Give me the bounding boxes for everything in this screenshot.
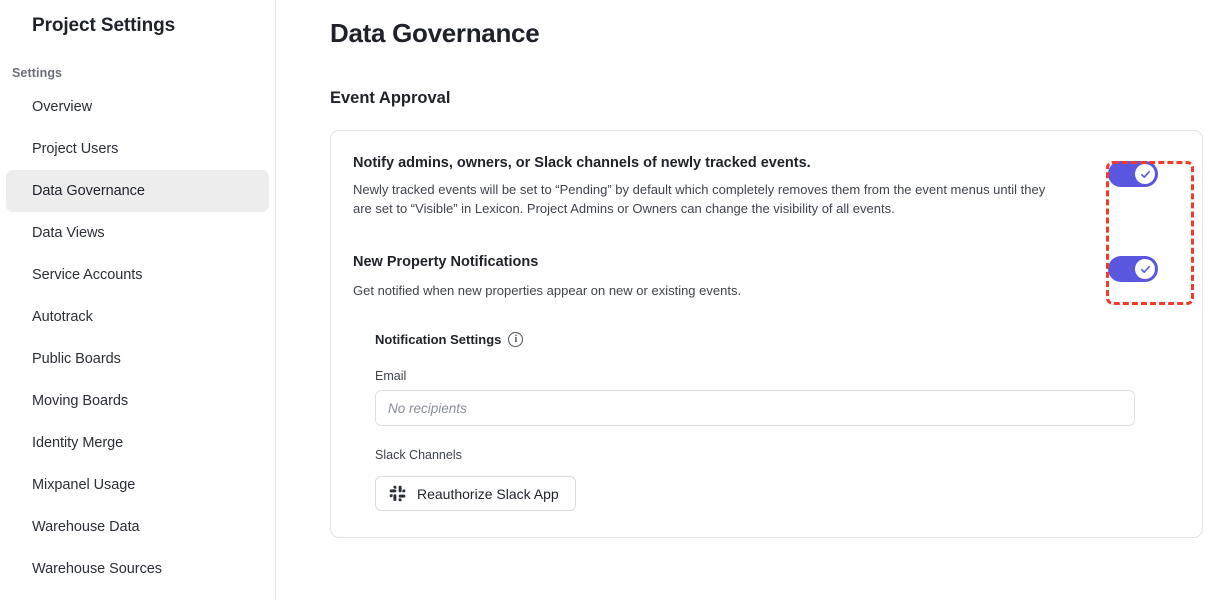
page-title: Data Governance bbox=[330, 18, 540, 48]
setting-description: Newly tracked events will be set to “Pending” by default which completely removes them from the event menus until they are set to “Visible” in Lexicon. Project Admins or Owners can change the visibility of all events. bbox=[353, 182, 1046, 216]
main-content bbox=[276, 0, 1217, 600]
sidebar-item-label: Project Users bbox=[32, 141, 119, 157]
sidebar-item-project-users[interactable] bbox=[6, 128, 269, 170]
sidebar-item-data-views[interactable] bbox=[6, 212, 269, 254]
sidebar-item-label: Moving Boards bbox=[32, 393, 129, 409]
sidebar-section-label: Settings bbox=[12, 66, 63, 80]
toggle-knob bbox=[1135, 259, 1155, 279]
sidebar-item-warehouse-data[interactable] bbox=[6, 506, 269, 548]
notification-settings-heading bbox=[375, 332, 1180, 347]
sidebar-item-label: Public Boards bbox=[32, 351, 121, 367]
setting-title: Notify admins, owners, or Slack channels of newly tracked events. bbox=[353, 155, 811, 171]
sidebar-item-label: Service Accounts bbox=[32, 267, 143, 283]
sidebar-item-service-accounts[interactable] bbox=[6, 254, 269, 296]
sidebar-item-label: Data Views bbox=[32, 225, 105, 241]
slack-icon bbox=[389, 485, 406, 502]
sidebar-item-label: Mixpanel Usage bbox=[32, 477, 136, 493]
sidebar-item-label: Overview bbox=[32, 99, 93, 115]
sidebar-nav bbox=[0, 86, 275, 590]
setting-description: Get notified when new properties appear on new or existing events. bbox=[353, 283, 742, 298]
sidebar-item-data-governance[interactable] bbox=[6, 170, 269, 212]
sidebar-item-public-boards[interactable] bbox=[6, 338, 269, 380]
sidebar-item-warehouse-sources[interactable] bbox=[6, 548, 269, 590]
email-recipients-input[interactable] bbox=[375, 390, 1135, 426]
notify-admins-toggle[interactable] bbox=[1108, 161, 1158, 187]
new-property-notifications-toggle[interactable] bbox=[1108, 256, 1158, 282]
sidebar bbox=[0, 0, 276, 600]
toggle-knob bbox=[1135, 164, 1155, 184]
sidebar-item-label: Identity Merge bbox=[32, 435, 124, 451]
slack-channels-label: Slack Channels bbox=[375, 448, 462, 462]
setting-title: New Property Notifications bbox=[353, 254, 539, 270]
notification-settings-label: Notification Settings bbox=[375, 332, 502, 347]
sidebar-item-overview[interactable] bbox=[6, 86, 269, 128]
info-icon[interactable]: i bbox=[508, 332, 523, 347]
sidebar-item-label: Warehouse Sources bbox=[32, 561, 162, 577]
sidebar-item-mixpanel-usage[interactable] bbox=[6, 464, 269, 506]
sidebar-title: Project Settings bbox=[32, 15, 176, 36]
sidebar-item-identity-merge[interactable] bbox=[6, 422, 269, 464]
event-approval-card bbox=[330, 130, 1203, 538]
sidebar-item-label: Warehouse Data bbox=[32, 519, 140, 535]
sidebar-item-autotrack[interactable] bbox=[6, 296, 269, 338]
sidebar-item-label: Data Governance bbox=[32, 183, 145, 199]
slack-button-label: Reauthorize Slack App bbox=[417, 485, 559, 502]
sidebar-item-moving-boards[interactable] bbox=[6, 380, 269, 422]
notification-settings-panel bbox=[353, 332, 1180, 511]
email-field-label: Email bbox=[375, 369, 407, 383]
section-title-event-approval: Event Approval bbox=[330, 89, 451, 107]
setting-row-notify-admins bbox=[353, 153, 1180, 218]
setting-row-new-property-notifications bbox=[353, 252, 1180, 300]
reauthorize-slack-app-button[interactable] bbox=[375, 476, 576, 511]
sidebar-item-label: Autotrack bbox=[32, 309, 93, 325]
